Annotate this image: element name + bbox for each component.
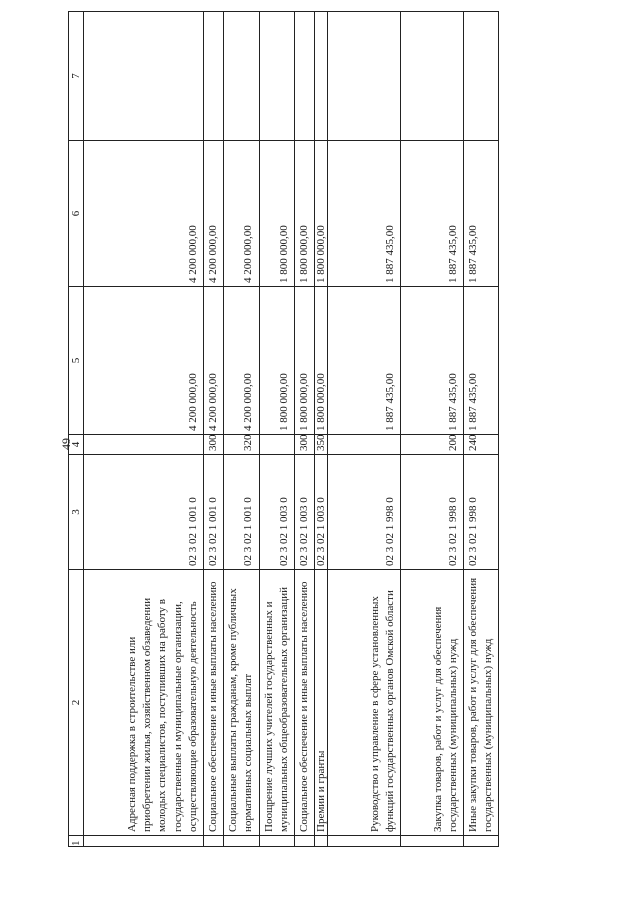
- table-row: [464, 12, 499, 847]
- row-col7: [84, 12, 204, 141]
- table-row: [204, 12, 224, 847]
- row-description: Адресная поддержка в строительстве или приобретении жилья, хозяйственном обзаведении молодых специалистов, поступивших на работу в государственные и муниципальные организации, осуществляющие образовательную деятельность: [84, 570, 204, 836]
- row-index-cell: [224, 836, 259, 847]
- row-target-code: 02 3 02 1 998 0: [328, 455, 401, 570]
- rotated-table-frame: [68, 12, 613, 847]
- row-index-cell: [328, 836, 401, 847]
- row-amount-col6: 4 200 000,00: [224, 141, 259, 287]
- table-row: [315, 12, 328, 847]
- table-header-row: [69, 12, 84, 847]
- row-expense-type: 300: [204, 435, 224, 455]
- row-target-code: 02 3 02 1 001 0: [84, 455, 204, 570]
- row-amount-col5: 1 800 000,00: [315, 287, 328, 435]
- row-amount-col6: 1 800 000,00: [294, 141, 314, 287]
- row-col7: [315, 12, 328, 141]
- row-description: Поощрение лучших учителей государственных и муниципальных общеобразовательных организаций: [259, 570, 294, 836]
- row-index-cell: [259, 836, 294, 847]
- table-row: [259, 12, 294, 847]
- row-amount-col5: 1 887 435,00: [464, 287, 499, 435]
- row-description: Иные закупки товаров, работ и услуг для обеспечения государственных (муниципальных) нужд: [464, 570, 499, 836]
- row-col7: [259, 12, 294, 141]
- row-target-code: 02 3 02 1 003 0: [315, 455, 328, 570]
- row-target-code: 02 3 02 1 003 0: [259, 455, 294, 570]
- row-index-cell: [204, 836, 224, 847]
- row-description: Социальные выплаты гражданам, кроме публичных нормативных социальных выплат: [224, 570, 259, 836]
- row-amount-col5: 4 200 000,00: [84, 287, 204, 435]
- header-col-7: 7: [69, 12, 84, 141]
- row-expense-type: [259, 435, 294, 455]
- row-target-code: 02 3 02 1 001 0: [224, 455, 259, 570]
- row-target-code: 02 3 02 1 998 0: [464, 455, 499, 570]
- row-amount-col6: 1 887 435,00: [328, 141, 401, 287]
- row-col7: [224, 12, 259, 141]
- row-description: Премии и гранты: [315, 570, 328, 836]
- row-index-cell: [315, 836, 328, 847]
- header-col-4: 4: [69, 435, 84, 455]
- row-description: Руководство и управление в сфере установленных функций государственных органов Омской области: [328, 570, 401, 836]
- row-target-code: 02 3 02 1 003 0: [294, 455, 314, 570]
- row-expense-type: 350: [315, 435, 328, 455]
- row-amount-col5: 1 800 000,00: [294, 287, 314, 435]
- row-description: Закупка товаров, работ и услуг для обеспечения государственных (муниципальных) нужд: [401, 570, 464, 836]
- header-col-2: 2: [69, 570, 84, 836]
- row-index-cell: [401, 836, 464, 847]
- row-col7: [401, 12, 464, 141]
- row-amount-col5: 4 200 000,00: [224, 287, 259, 435]
- table-row: [84, 12, 204, 847]
- row-col7: [464, 12, 499, 141]
- page-number: 49: [59, 438, 73, 450]
- row-description: Социальное обеспечение и иные выплаты населению: [294, 570, 314, 836]
- row-col7: [328, 12, 401, 141]
- table-row: [401, 12, 464, 847]
- row-amount-col5: 1 800 000,00: [259, 287, 294, 435]
- header-col-6: 6: [69, 141, 84, 287]
- table-row: [294, 12, 314, 847]
- row-amount-col6: 4 200 000,00: [84, 141, 204, 287]
- row-expense-type: [328, 435, 401, 455]
- row-amount-col5: 1 887 435,00: [328, 287, 401, 435]
- row-amount-col6: 4 200 000,00: [204, 141, 224, 287]
- header-col-1: 1: [69, 836, 84, 847]
- budget-table: [68, 11, 499, 847]
- row-index-cell: [294, 836, 314, 847]
- row-col7: [294, 12, 314, 141]
- row-amount-col6: 1 800 000,00: [259, 141, 294, 287]
- row-index-cell: [464, 836, 499, 847]
- row-expense-type: [84, 435, 204, 455]
- row-amount-col5: 1 887 435,00: [401, 287, 464, 435]
- row-index-cell: [84, 836, 204, 847]
- row-col7: [204, 12, 224, 141]
- row-amount-col5: 4 200 000,00: [204, 287, 224, 435]
- row-amount-col6: 1 887 435,00: [464, 141, 499, 287]
- row-amount-col6: 1 800 000,00: [315, 141, 328, 287]
- header-col-5: 5: [69, 287, 84, 435]
- row-target-code: 02 3 02 1 998 0: [401, 455, 464, 570]
- header-col-3: 3: [69, 455, 84, 570]
- row-amount-col6: 1 887 435,00: [401, 141, 464, 287]
- table-row: [224, 12, 259, 847]
- row-expense-type: 300: [294, 435, 314, 455]
- row-description: Социальное обеспечение и иные выплаты населению: [204, 570, 224, 836]
- row-target-code: 02 3 02 1 001 0: [204, 455, 224, 570]
- row-expense-type: 200: [401, 435, 464, 455]
- row-expense-type: 320: [224, 435, 259, 455]
- row-expense-type: 240: [464, 435, 499, 455]
- table-row: [328, 12, 401, 847]
